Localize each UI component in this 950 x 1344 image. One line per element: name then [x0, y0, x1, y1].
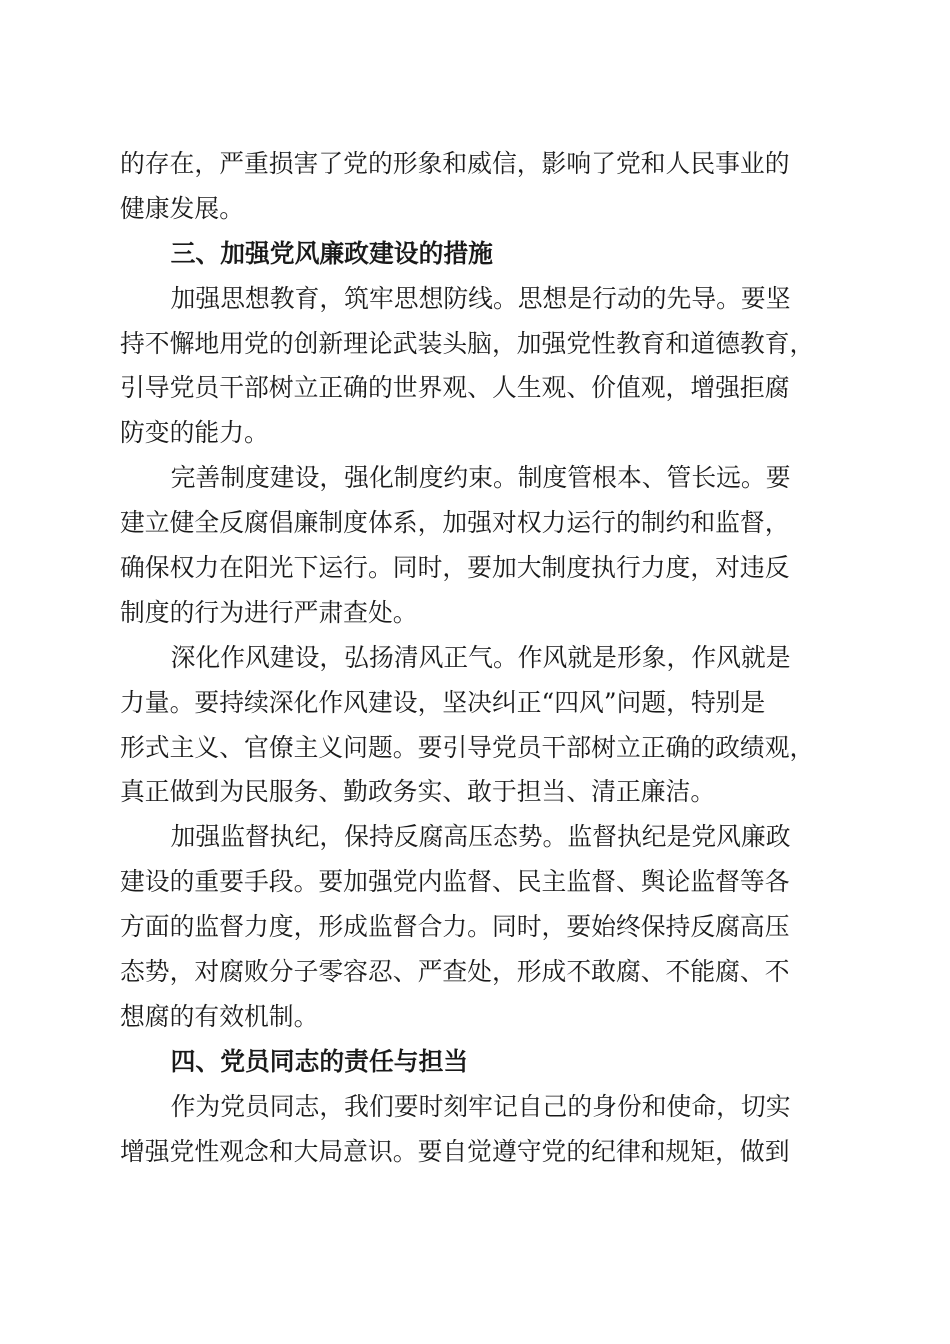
section-heading: 三、加强党风廉政建设的措施 — [170, 238, 493, 268]
text-line: 持不懈地用党的创新理论武装头脑，加强党性教育和道德教育， — [120, 328, 815, 358]
text-line: 作为党员同志，我们要时刻牢记自己的身份和使命，切实 — [170, 1091, 791, 1121]
text-line: 方面的监督力度，形成监督合力。同时，要始终保持反腐高压 — [120, 912, 790, 942]
text-line: 防变的能力。 — [120, 418, 269, 448]
text-line: 完善制度建设，强化制度约束。制度管根本、管长远。要 — [170, 463, 791, 493]
text-line: 建设的重要手段。要加强党内监督、民主监督、舆论监督等各 — [120, 867, 790, 897]
text-line: 建立健全反腐倡廉制度体系，加强对权力运行的制约和监督， — [120, 508, 790, 538]
text-line: 真正做到为民服务、勤政务实、敢于担当、清正廉洁。 — [120, 777, 716, 807]
text-line: 想腐的有效机制。 — [120, 1001, 319, 1031]
section-heading: 四、党员同志的责任与担当 — [170, 1046, 469, 1076]
text-line: 深化作风建设，弘扬清风正气。作风就是形象，作风就是 — [170, 642, 791, 672]
text-line: 加强监督执纪，保持反腐高压态势。监督执纪是党风廉政 — [170, 822, 791, 852]
document-body — [120, 142, 826, 1174]
text-line: 加强思想教育，筑牢思想防线。思想是行动的先导。要坚 — [170, 283, 791, 313]
text-line: 引导党员干部树立正确的世界观、人生观、价值观，增强拒腐 — [120, 373, 790, 403]
text-line: 形式主义、官僚主义问题。要引导党员干部树立正确的政绩观， — [120, 732, 815, 762]
text-line: 健康发展。 — [120, 193, 244, 223]
text-line: 力量。要持续深化作风建设，坚决纠正“四风”问题，特别是 — [120, 687, 766, 717]
text-line: 增强党性观念和大局意识。要自觉遵守党的纪律和规矩，做到 — [120, 1136, 790, 1166]
text-line: 确保权力在阳光下运行。同时，要加大制度执行力度，对违反 — [120, 553, 790, 583]
text-line: 制度的行为进行严肃查处。 — [120, 597, 418, 627]
text-line: 态势，对腐败分子零容忍、严查处，形成不敢腐、不能腐、不 — [120, 957, 790, 987]
text-line: 的存在，严重损害了党的形象和威信，影响了党和人民事业的 — [120, 149, 790, 178]
